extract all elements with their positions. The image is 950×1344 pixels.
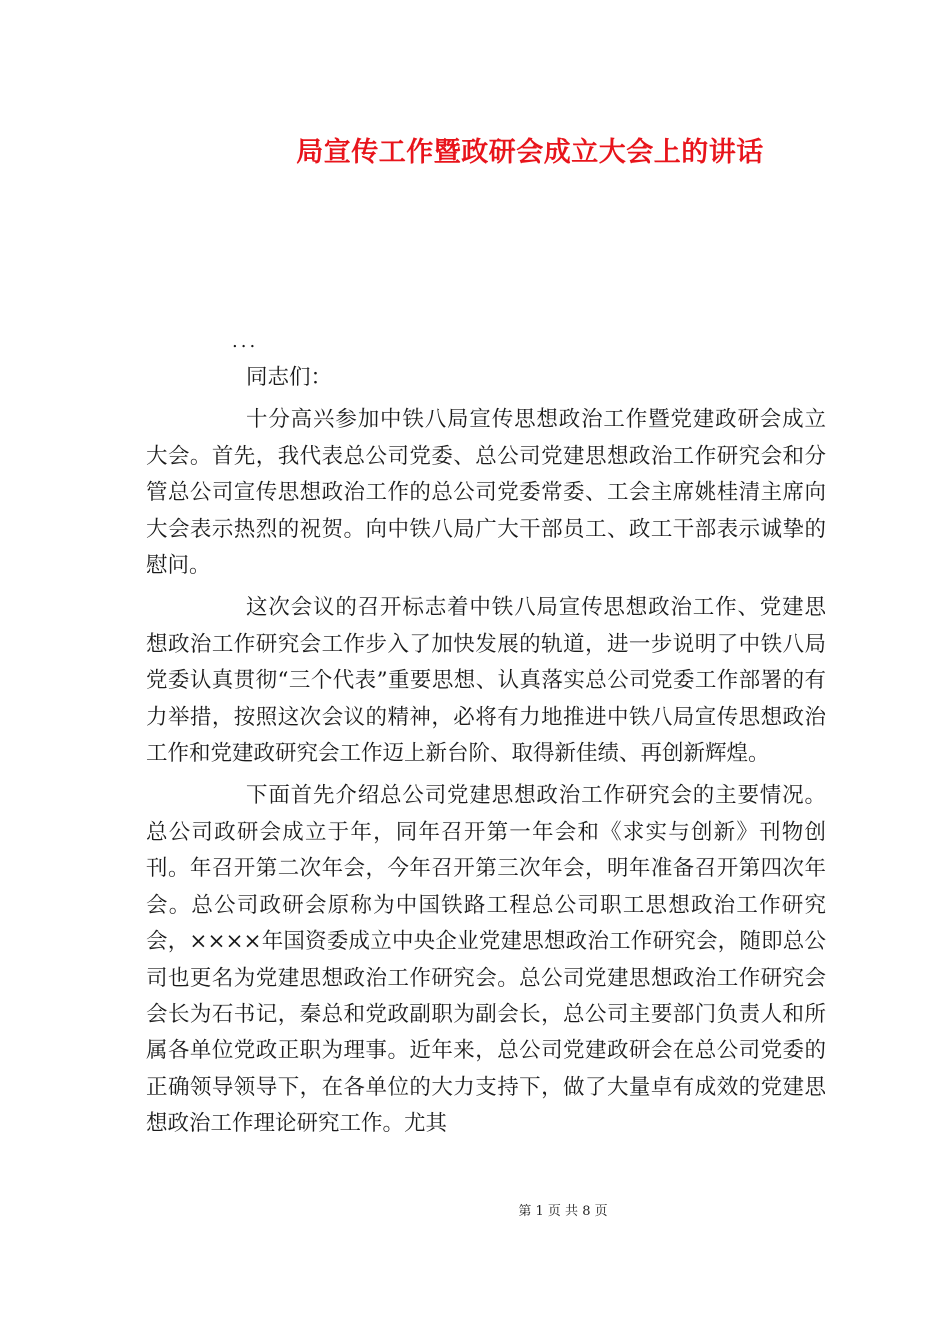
paragraph-1: 十分高兴参加中铁八局宣传思想政治工作暨党建政研会成立大会。首先，我代表总公司党委、总公司党建思想政治工作研究会和分管总公司宣传思想政治工作的总公司党委常委、工会主席姚桂清主席向大会表示热烈的祝贺。向中铁八局广大干部员工、政工干部表示诚挚的慰问。 — [146, 407, 826, 579]
page-number-footer: 第 1 页 共 8 页 — [518, 1204, 608, 1219]
document-body — [146, 360, 826, 1149]
greeting: 同志们： — [246, 365, 333, 390]
paragraph-3: 下面首先介绍总公司党建思想政治工作研究会的主要情况。总公司政研会成立于年，同年召开第一年会和《求实与创新》刊物创刊。年召开第二次年会，今年召开第三次年会，明年准备召开第四次年会。总公司政研会原称为中国铁路工程总公司职工思想政治工作研究会，××××年国资委成立中央企业党建思想政治工作研究会，随即总公司也更名为党建思想政治工作研究会。总公司党建思想政治工作研究会会长为石书记，秦总和党政副职为副会长，总公司主要部门负责人和所属各单位党政正职为理事。近年来，总公司党建政研会在总公司党委的正确领导领导下，在各单位的大力支持下，做了大量卓有成效的党建思想政治工作理论研究工作。尤其 — [146, 783, 826, 1137]
ellipsis-marker: ... — [232, 331, 259, 352]
paragraph-2: 这次会议的召开标志着中铁八局宣传思想政治工作、党建思想政治工作研究会工作步入了加快发展的轨道，进一步说明了中铁八局党委认真贯彻“三个代表”重要思想、认真落实总公司党委工作部署的有力举措，按照这次会议的精神，必将有力地推进中铁八局宣传思想政治工作和党建政研究会工作迈上新台阶、取得新佳绩、再创新辉煌。 — [146, 595, 826, 767]
document-title: 局宣传工作暨政研会成立大会上的讲话 — [296, 137, 764, 168]
